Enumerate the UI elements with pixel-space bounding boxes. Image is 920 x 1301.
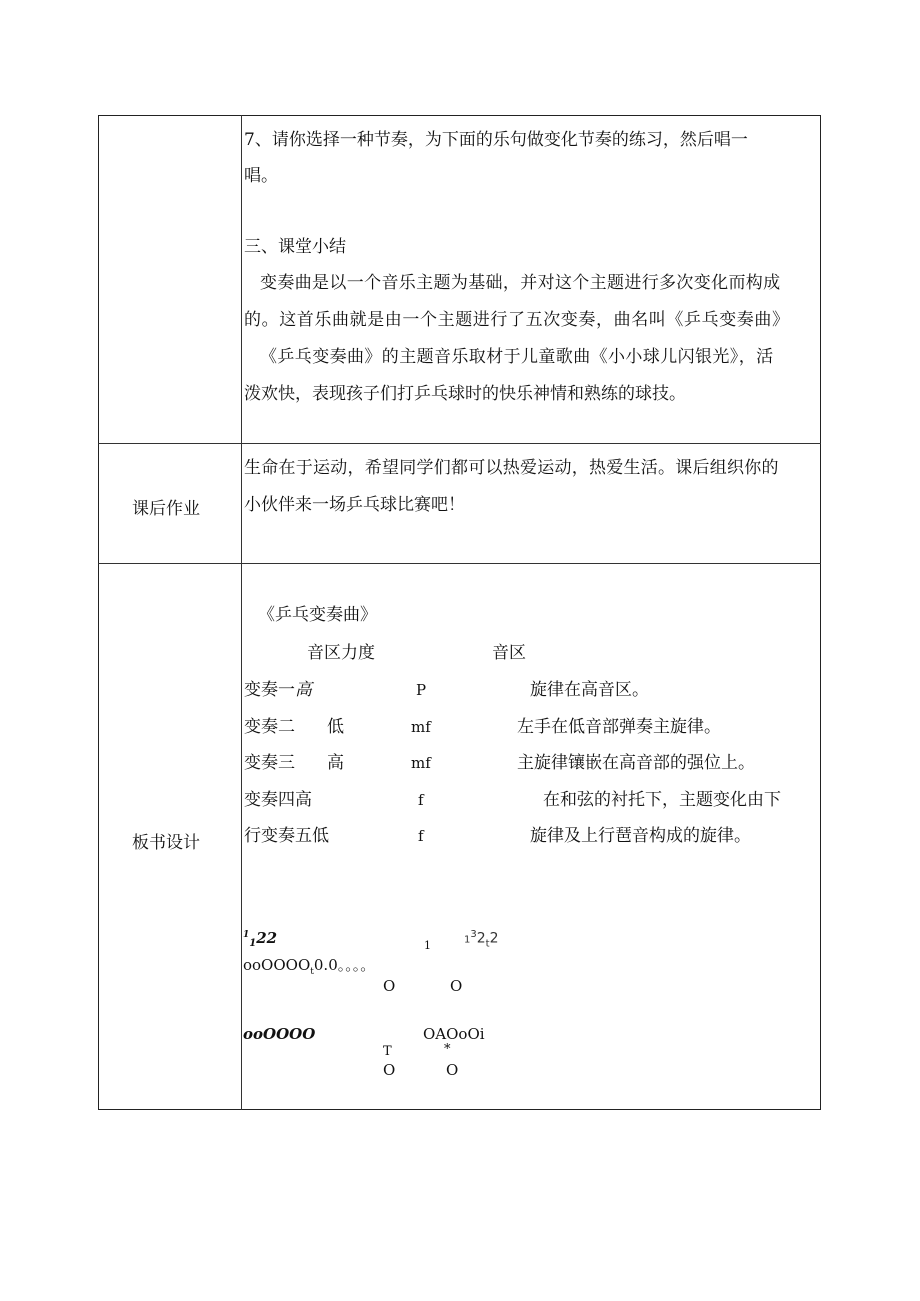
variation-3-desc: 主旋律镶嵌在高音部的强位上。 [517,753,755,773]
notation-sup-a: 1 [243,930,250,940]
notation-r2: 3 [470,929,477,940]
notation-r4: t [485,938,490,950]
variation-5-dynamic: f [418,827,424,845]
variation-5-name: 行变奏五 [244,826,312,846]
notation-line2-rest: 0.0。。。。 [313,956,376,974]
notation-line4: ooOOOO [243,1025,316,1043]
row-divider-2 [98,563,821,564]
notation-o-2: O [450,977,463,995]
variation-5-desc: 旋律及上行琶音构成的旋律。 [530,826,751,846]
notation-r3: 2 [476,930,486,947]
variation-1-name: 变奏一 [244,680,295,700]
notation-o-4: O [446,1061,459,1079]
variation-3-pitch: 高 [327,753,344,773]
variation-1-pitch: 高 [295,680,312,700]
notation-line2-main: ooOOOO [243,956,311,974]
variation-5-pitch: 低 [312,826,329,846]
notation-o-1: O [383,977,396,995]
lesson-table [98,115,821,1110]
summary-para2-line1: 《乒乓变奏曲》的主题音乐取材于儿童歌曲《小小球儿闪银光》，活 [260,347,774,367]
variation-4-desc: 在和弦的衬托下，主题变化由下 [543,790,781,810]
notation-star: * [444,1042,451,1057]
exercise-7-line2: 唱。 [244,166,278,186]
variation-4-pitch: 高 [295,790,312,810]
variation-1-desc: 旋律在高音区。 [530,680,649,700]
variation-2-pitch: 低 [327,717,344,737]
board-header-right: 音区 [492,643,526,663]
summary-heading: 三、课堂小结 [244,237,346,257]
notation-r5: 2 [489,930,499,947]
homework-label: 课后作业 [132,499,200,519]
homework-line1: 生命在于运动，希望同学们都可以热爱运动，热爱生活。课后组织你的 [244,458,779,478]
variation-3-name: 变奏三 [244,753,295,773]
notation-sub-a: 1 [249,938,257,949]
variation-2-name: 变奏二 [244,717,295,737]
notation-t: T [383,1044,392,1059]
variation-4-dynamic: f [418,791,424,809]
row-divider-1 [98,443,821,444]
notation-line2 [243,954,375,977]
board-title: 《乒乓变奏曲》 [258,605,377,625]
notation-o-3: O [383,1061,396,1079]
notation-r1: 1 [464,934,471,946]
notation-line2-sub: t [310,967,314,977]
notation-22: 22 [256,929,278,947]
summary-para1-line1: 变奏曲是以一个音乐主题为基础，并对这个主题进行多次变化而构成 [260,273,781,293]
variation-1-dynamic: P [416,681,427,699]
variation-3-dynamic: mf [411,754,431,772]
notation-line4-right: OAOoOi [423,1025,485,1043]
variation-2-desc: 左手在低音部弹奏主旋律。 [517,717,721,737]
exercise-7-line1: 7、请你选择一种节奏，为下面的乐句做变化节奏的练习，然后唱一 [244,130,748,150]
summary-para1-line2: 的。这首乐曲就是由一个主题进行了五次变奏，曲名叫《乒乓变奏曲》 [244,310,790,330]
notation-small-1: 1 [424,939,431,952]
board-header-left: 音区力度 [307,643,375,663]
board-design-label: 板书设计 [132,833,200,853]
notation-line1 [243,929,277,947]
variation-2-dynamic: mf [411,718,431,736]
summary-para2-line2: 泼欢快，表现孩子们打乒乓球时的快乐神情和熟练的球技。 [244,384,686,404]
column-divider [241,115,242,1110]
variation-4-name: 变奏四 [244,790,295,810]
notation-line1-right [464,929,499,949]
homework-line2: 小伙伴来一场乒乓球比赛吧！ [244,495,465,515]
